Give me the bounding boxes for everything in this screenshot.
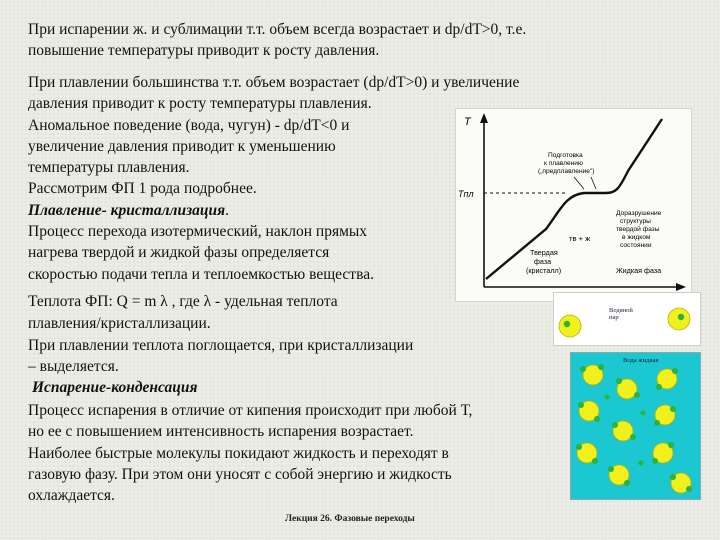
text-line: Процесс перехода изотермический, наклон прямых [28, 223, 368, 240]
solid-phase-label-line3: (кристалл) [526, 266, 562, 275]
annotation-right-line4: в жидком [622, 234, 651, 241]
annotation-right-line1: Доразрушение [616, 210, 662, 217]
heating-curve-svg [456, 109, 691, 301]
solid-phase-label-line2: фаза [534, 257, 552, 266]
text-line: повышение температуры приводит к росту давления. [28, 42, 380, 59]
section-heading-melting-period: . [225, 202, 230, 219]
heating-curve-diagram [455, 108, 692, 302]
y-axis-arrow-icon [480, 113, 488, 123]
section-heading-melting-text: Плавление- кристаллизация [28, 202, 226, 219]
liquid-water-label: Вода жидкая [623, 357, 659, 364]
text-line: но ее с повышением интенсивность испарения возрастает. [28, 423, 414, 440]
annotation-right-line5: состоянии [620, 242, 652, 249]
melt-temperature-label: Tпл [458, 189, 474, 199]
annotation-top-pointer [591, 177, 596, 189]
x-axis-arrow-icon [676, 283, 686, 291]
text-line: скоростью подачи тепла и теплоемкостью вещества. [28, 266, 374, 283]
text-line: – выделяется. [28, 358, 119, 375]
section-heading-melting [28, 201, 229, 221]
annotation-right-line2: структуры [620, 218, 651, 225]
text-line: плавления/кристаллизации. [28, 315, 211, 332]
text-line: При плавлении большинства т.т. объем возрастает (dp/dT>0) и увеличение [28, 74, 520, 91]
text-line: Процесс испарения в отличие от кипения происходит при любой Т, [28, 402, 473, 419]
heating-curve [486, 119, 662, 279]
water-vapor-panel [553, 292, 701, 346]
text-line: При испарении ж. и сублимации т.т. объем всегда возрастает и dp/dT>0, т.е. [28, 21, 527, 38]
section-heading-evaporation: Испарение-конденсация [32, 379, 198, 396]
text-line: газовую фазу. При этом они уносят с собой энергию и жидкость [28, 466, 452, 483]
text-line: Наиболее быстрые молекулы покидают жидкость и переходят в [28, 445, 449, 462]
liquid-phase-label: Жидкая фаза [616, 266, 662, 275]
text-line: температуры плавления. [28, 159, 190, 176]
annotation-top-pointer [574, 177, 584, 189]
molecule-icon [559, 315, 581, 337]
annotation-top-line3: („предплавление") [538, 168, 595, 175]
solid-phase-label-line1: Твердая [530, 248, 558, 257]
liquid-molecules [571, 353, 700, 499]
text-line: нагрева твердой и жидкой фазы определяется [28, 244, 330, 261]
annotation-top-line1: Подготовка [548, 152, 583, 159]
text-line: Теплота ФП: Q = m λ , где λ - удельная теплота [28, 293, 338, 310]
text-line: охлаждается. [28, 487, 115, 504]
liquid-water-panel [570, 352, 701, 500]
text-line: При плавлении теплота поглощается, при кристаллизации [28, 337, 414, 354]
footer-lecture-title: Лекция 26. Фазовые переходы [285, 514, 415, 524]
text-line: увеличение давления приводит к уменьшению [28, 138, 336, 155]
annotation-right-line3: твердой фазы [616, 226, 660, 233]
text-line: давления приводит к росту температуры плавления. [28, 95, 372, 112]
text-line: Аномальное поведение (вода, чугун) - dp/dT<0 и [28, 117, 350, 134]
y-axis-label: T [464, 116, 471, 128]
molecule-icon [668, 308, 690, 330]
mixed-phase-label: тв + ж [569, 234, 591, 243]
annotation-top-line2: к плавлению [544, 160, 583, 167]
text-line: Рассмотрим ФП 1 рода подробнее. [28, 180, 257, 197]
water-vapor-label: Водяной пар [609, 307, 633, 321]
